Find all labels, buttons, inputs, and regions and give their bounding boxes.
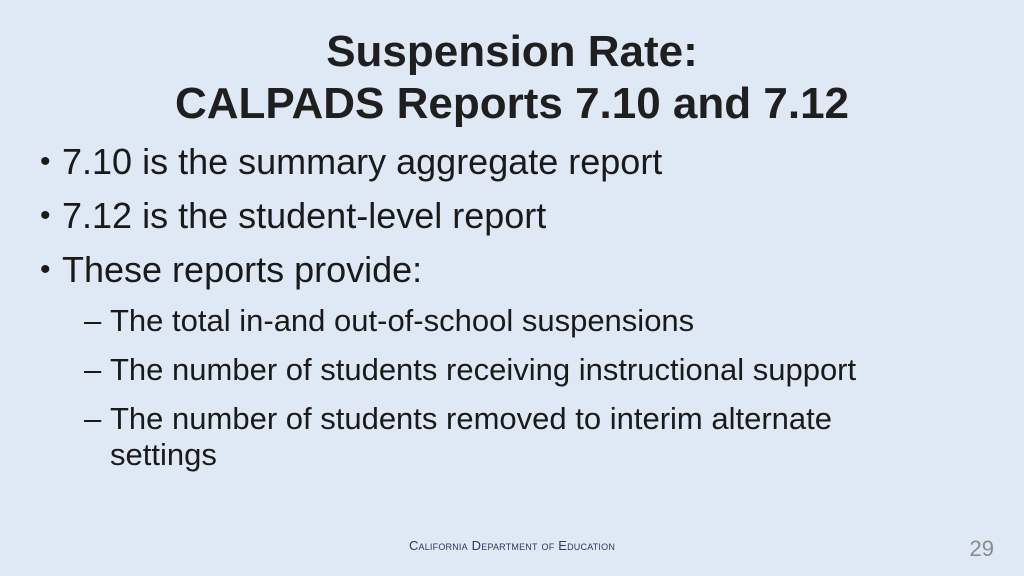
bullet-text: These reports provide: — [62, 249, 423, 290]
sub-bullet-text: The number of students removed to interim alternate settings — [110, 401, 832, 472]
page-number: 29 — [969, 536, 994, 561]
sub-bullet-text: The number of students receiving instructional support — [110, 352, 857, 387]
bullet-dot-icon: • — [40, 253, 51, 286]
footer-text: California Department of Education — [408, 538, 616, 553]
sub-bullet-item — [84, 352, 984, 388]
bullet-text: 7.10 is the summary aggregate report — [62, 141, 663, 182]
sub-bullet-item — [84, 401, 984, 473]
bullet-item — [40, 140, 1000, 184]
sub-bullet-item — [84, 303, 984, 339]
title-line-2: CALPADS Reports 7.10 and 7.12 — [174, 79, 850, 128]
bullet-item — [40, 194, 1000, 238]
bullet-item — [40, 248, 1000, 292]
sub-bullet-text: The total in-and out-of-school suspensions — [110, 303, 695, 338]
bullet-text: 7.12 is the student-level report — [62, 195, 547, 236]
slide-title — [0, 26, 1024, 130]
dash-icon: – — [84, 401, 102, 436]
bullet-list — [40, 140, 1000, 302]
sub-bullet-list — [84, 303, 984, 486]
bullet-dot-icon: • — [40, 199, 51, 232]
title-line-1: Suspension Rate: — [326, 27, 698, 76]
dash-icon: – — [84, 303, 102, 338]
bullet-dot-icon: • — [40, 145, 51, 178]
footer-organization — [0, 538, 1024, 553]
dash-icon: – — [84, 352, 102, 387]
